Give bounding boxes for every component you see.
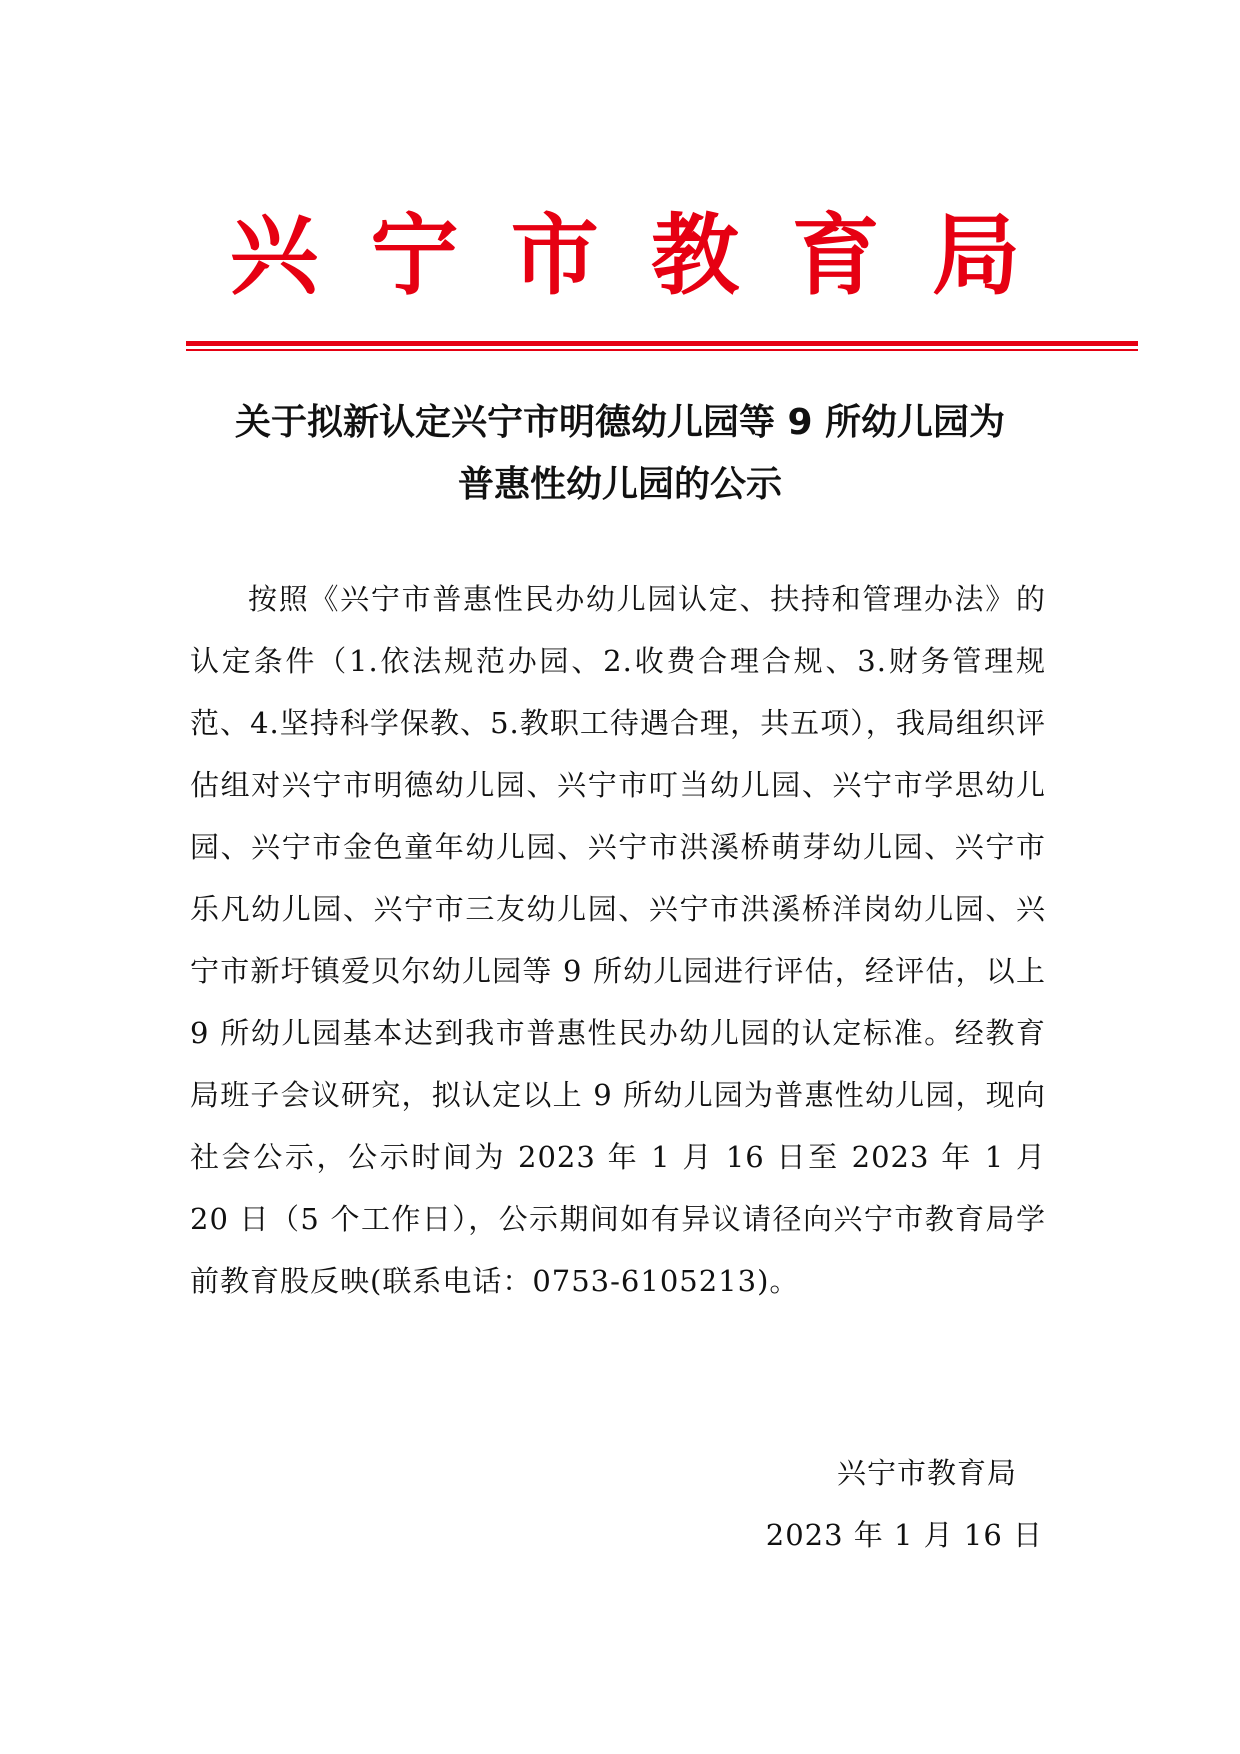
letterhead-char: 育: [791, 203, 880, 307]
body-paragraph: 按照《兴宁市普惠性民办幼儿园认定、扶持和管理办法》的认定条件（1.依法规范办园、2.收费合理合规、3.财务管理规范、4.坚持科学保教、5.教职工待遇合理，共五项），我局组织评估组对兴宁市明德幼儿园、兴宁市叮当幼儿园、兴宁市学思幼儿园、兴宁市金色童年幼儿园、兴宁市洪溪桥萌芽幼儿园、兴宁市乐凡幼儿园、兴宁市三友幼儿园、兴宁市洪溪桥洋岗幼儿园、兴宁市新圩镇爱贝尔幼儿园等 9 所幼儿园进行评估，经评估，以上 9 所幼儿园基本达到我市普惠性民办幼儿园的认定标准。经教育局班子会议研究，拟认定以上 9 所幼儿园为普惠性幼儿园，现向社会公示，公示时间为 2023 年 1 月 16 日至 2023 年 1 月 20 日（5 个工作日），公示期间如有异议请径向兴宁市教育局学前教育股反映(联系电话：0753-6105213)。: [190, 582, 1046, 1298]
title-line-2: 普惠性幼儿园的公示: [457, 464, 782, 505]
signature-date: 2023 年 1 月 16 日: [765, 1518, 1043, 1552]
letterhead-char: 宁: [370, 203, 459, 307]
signature-org: 兴宁市教育局: [836, 1456, 1017, 1490]
letterhead-divider-thin: [186, 349, 1138, 351]
document-title: [150, 392, 1090, 516]
letterhead-char: 市: [510, 203, 599, 307]
title-line-1: 关于拟新认定兴宁市明德幼儿园等 9 所幼儿园为: [234, 402, 1006, 443]
letterhead-char: 局: [931, 203, 1020, 307]
letterhead-char: 教: [651, 203, 740, 307]
letterhead: [230, 205, 1020, 305]
letterhead-divider-thick: [186, 341, 1138, 346]
letterhead-char: 兴: [230, 203, 319, 307]
signature-block: [766, 1442, 1043, 1566]
